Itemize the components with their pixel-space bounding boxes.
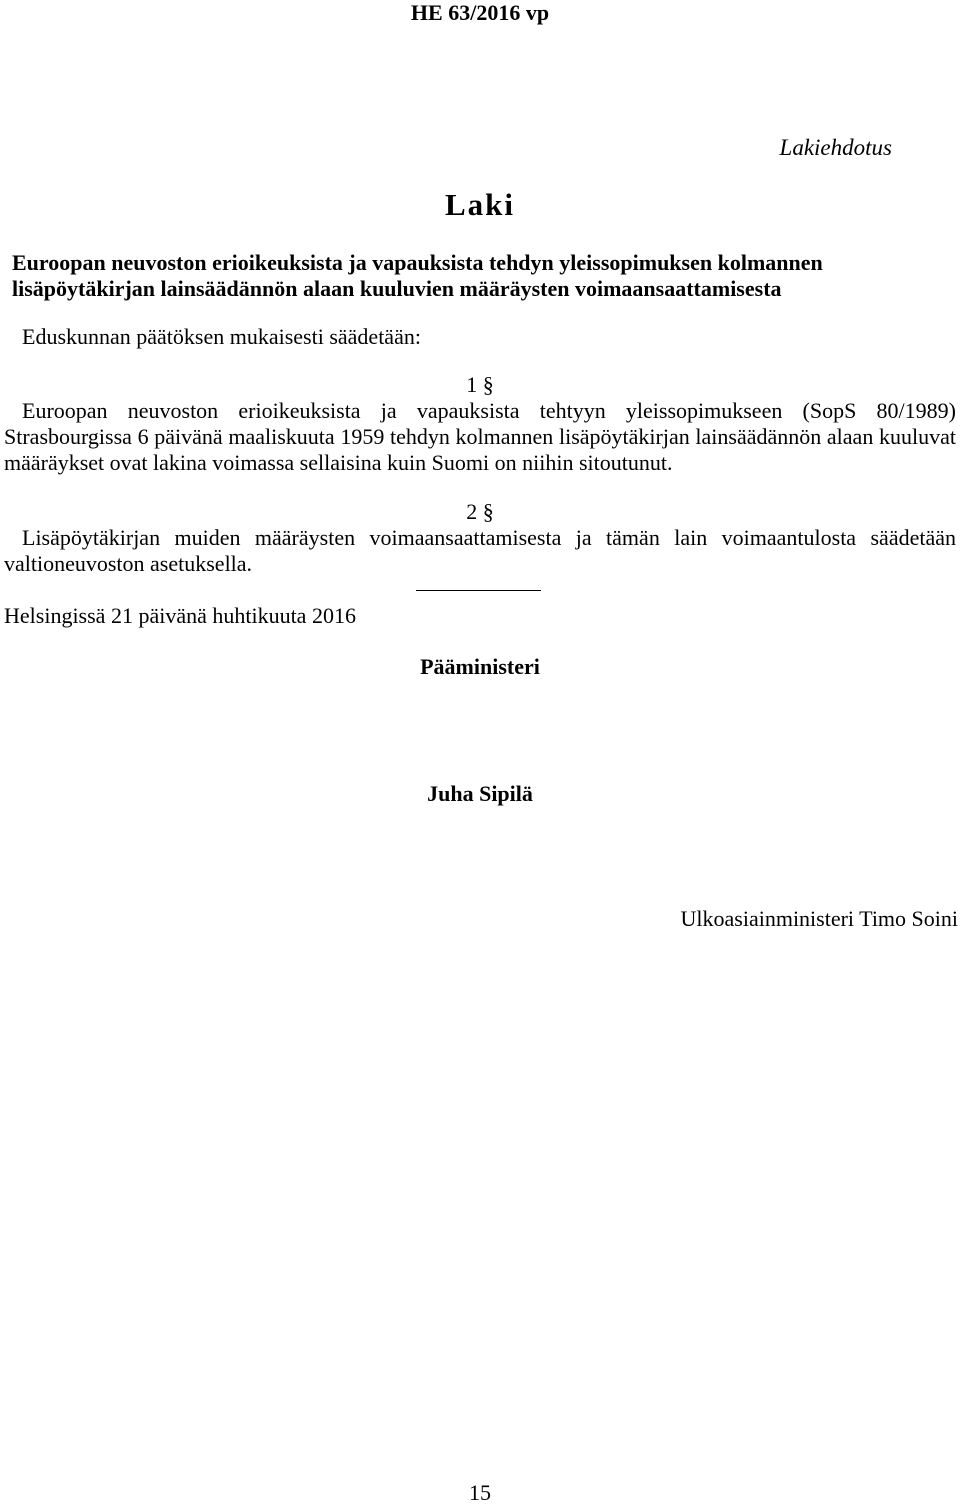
enacting-clause: Eduskunnan päätöksen mukaisesti säädetään: — [22, 324, 421, 349]
signatory-name: Juha Sipilä — [427, 781, 533, 806]
section-2-heading: 2 § — [466, 499, 494, 524]
section-2-text — [4, 525, 956, 577]
law-title: Laki — [444, 187, 516, 222]
page-number: 15 — [469, 1480, 491, 1505]
section-1-heading: 1 § — [466, 372, 494, 397]
place-date: Helsingissä 21 päivänä huhtikuuta 2016 — [4, 603, 356, 628]
proposal-label: Lakiehdotus — [779, 135, 892, 160]
law-subtitle: Euroopan neuvoston erioikeuksista ja vapauksista tehdyn yleissopimuksen kolmannen lisäpöytäkirjan lainsäädännön alaan kuuluvien määräysten voimaansaattamisesta — [12, 250, 823, 301]
separator-line — [416, 590, 541, 591]
section-1-text — [4, 398, 956, 476]
countersignatory: Ulkoasiainministeri Timo Soini — [680, 906, 958, 931]
signatory-title: Pääministeri — [420, 654, 540, 679]
section-1-body: Euroopan neuvoston erioikeuksista ja vapauksista tehtyyn yleissopimukseen (SopS 80/1989) Strasbourgissa 6 päivänä maaliskuuta 1959 tehdyn kolmannen lisäpöytäkirjan lainsäädännön alaan kuuluvat määräykset ovat lakina voimassa sellaisina kuin Suomi on niihin sitoutunut. — [4, 398, 956, 475]
document-id: HE 63/2016 vp — [410, 0, 550, 25]
section-2-body: Lisäpöytäkirjan muiden määräysten voimaansaattamisesta ja tämän lain voimaantulosta säädetään valtioneuvoston asetuksella. — [4, 525, 956, 576]
